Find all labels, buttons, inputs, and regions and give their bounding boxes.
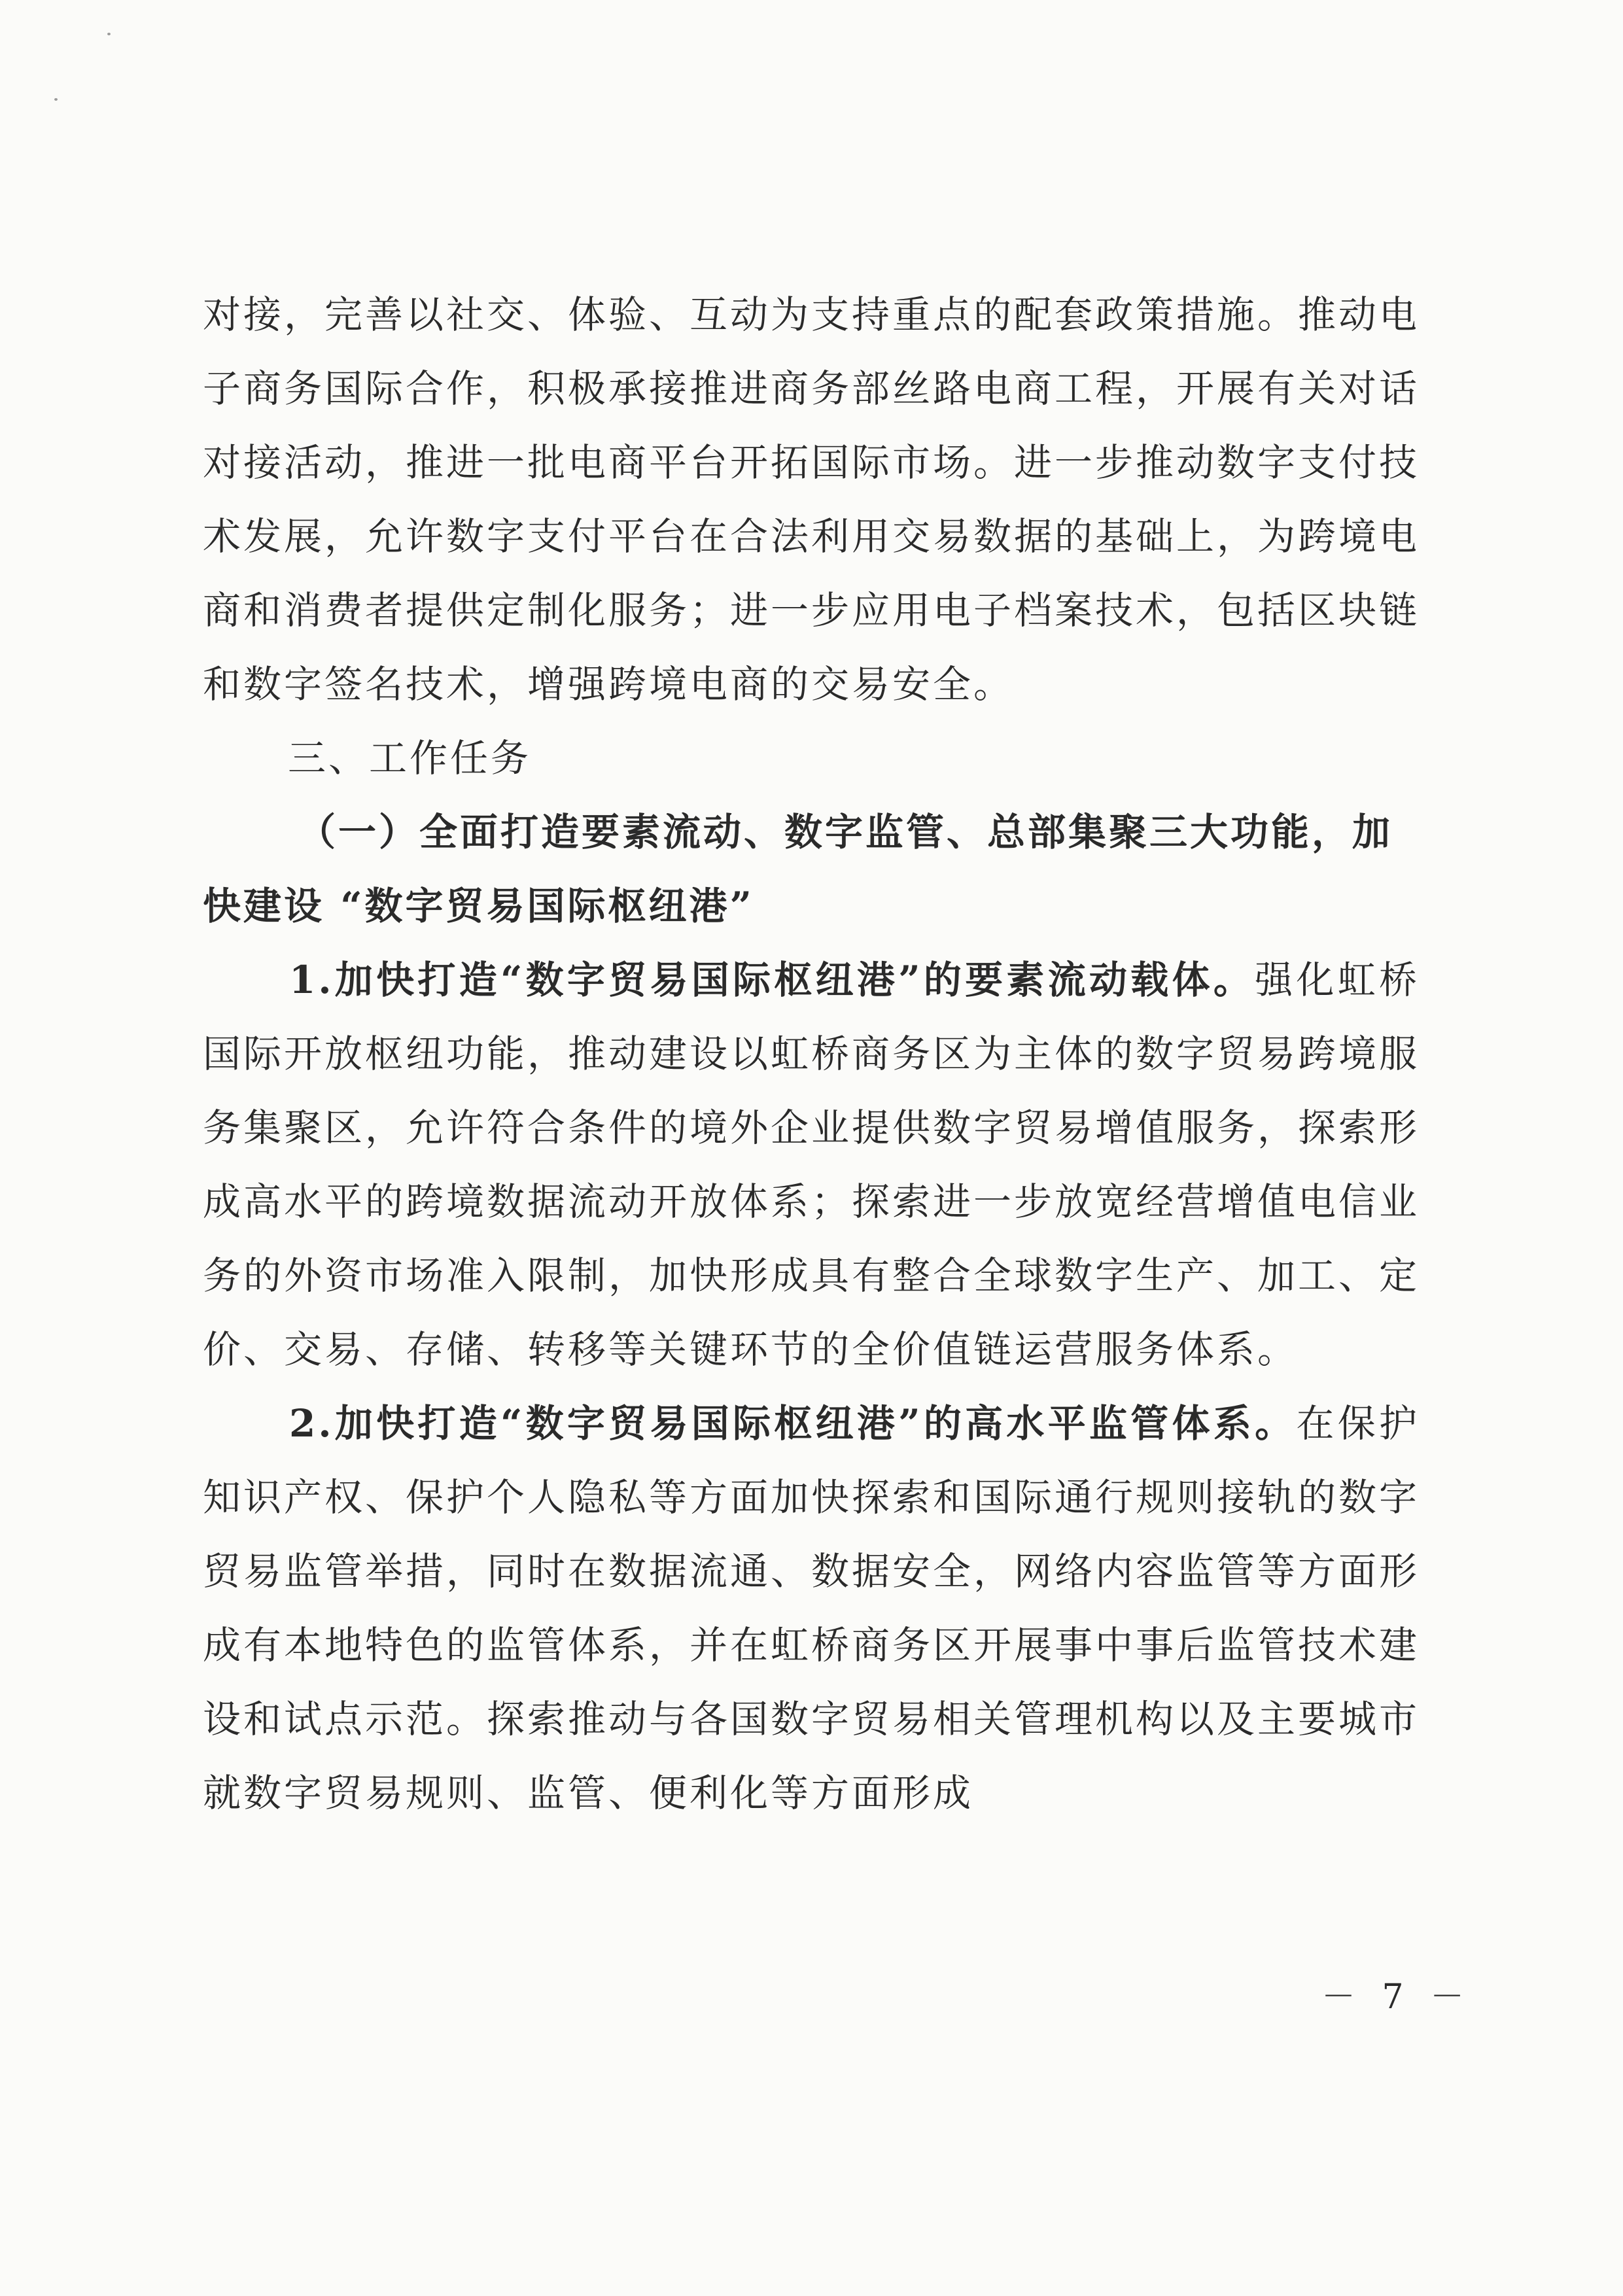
paragraph-continuation: 对接，完善以社交、体验、互动为支持重点的配套政策措施。推动电子商务国际合作，积极承接推进商务部丝路电商工程，开展有关对话对接活动，推进一批电商平台开拓国际市场。进一步推动数字支付技术发展，允许数字支付平台在合法利用交易数据的基础上，为跨境电商和消费者提供定制化服务；进一步应用电子档案技术，包括区块链和数字签名技术，增强跨境电商的交易安全。: [203, 292, 1420, 706]
item-1-lead: 1.加快打造“数字贸易国际枢纽港”的要素流动载体。: [289, 958, 1255, 1002]
scan-speck: [54, 98, 58, 101]
item-2-lead: 2.加快打造“数字贸易国际枢纽港”的高水平监管体系。: [289, 1401, 1297, 1446]
page-number: － 7 －: [1321, 1977, 1473, 2017]
item-1-body: 强化虹桥国际开放枢纽功能，推动建设以虹桥商务区为主体的数字贸易跨境服务集聚区，允许符合条件的境外企业提供数字贸易增值服务，探索形成高水平的跨境数据流动开放体系；探索进一步放宽经营增值电信业务的外资市场准入限制，加快形成具有整合全球数字生产、加工、定价、交易、存储、转移等关键环节的全价值链运营服务体系。: [203, 958, 1420, 1372]
section-heading: 三、工作任务: [288, 736, 532, 780]
scan-speck: [107, 33, 111, 35]
paragraph-item-1: [203, 943, 1420, 1387]
subsection-heading: （一）全面打造要素流动、数字监管、总部集聚三大功能，加快建设 “数字贸易国际枢纽港”: [203, 810, 1393, 928]
paragraph-item-2: [203, 1387, 1420, 1830]
document-body: [203, 278, 1420, 1830]
item-2-body: 在保护知识产权、保护个人隐私等方面加快探索和国际通行规则接轨的数字贸易监管举措，同时在数据流通、数据安全，网络内容监管等方面形成有本地特色的监管体系，并在虹桥商务区开展事中事后监管技术建设和试点示范。探索推动与各国数字贸易相关管理机构以及主要城市就数字贸易规则、监管、便利化等方面形成: [203, 1401, 1420, 1815]
